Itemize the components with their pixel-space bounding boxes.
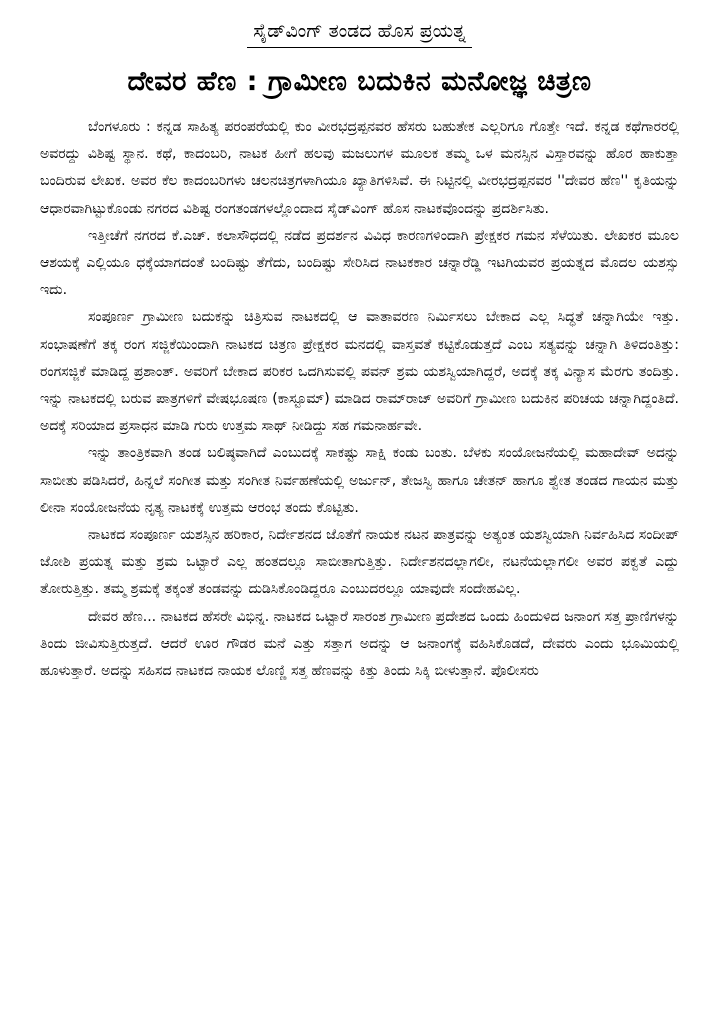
- paragraph: ಇನ್ನು ತಾಂತ್ರಿಕವಾಗಿ ತಂಡ ಬಲಿಷ್ಠವಾಗಿದೆ ಎಂಬುದಕ್ಕೆ ಸಾಕಷ್ಟು ಸಾಕ್ಷಿ ಕಂಡು ಬಂತು. ಬೆಳಕು ಸಂಯೋಜನೆಯಲ್ಲಿ ಮಹಾದೇವ್ ಅದನ್ನು ಸಾಬೀತು ಪಡಿಸಿದರೆ, ಹಿನ್ನಲೆ ಸಂಗೀತ ಮತ್ತು ಸಂಗೀತ ನಿರ್ವಹಣೆಯಲ್ಲಿ ಅರ್ಜುನ್, ತೇಜಸ್ವಿ ಹಾಗೂ ಚೇತನ್ ಹಾಗೂ ಶ್ವೇತ ತಂಡದ ಗಾಯನ ಮತ್ತು ಲೀನಾ ಸಂಯೋಜನೆಯ ನೃತ್ಯ ನಾಟಕಕ್ಕೆ ಉತ್ತಮ ಆರಂಭ ತಂದು ಕೊಟ್ಟಿತು.: [40, 445, 679, 516]
- kicker-title: ಸೈಡ್‌ವಿಂಗ್ ತಂಡದ ಹೊಸ ಪ್ರಯತ್ನ: [247, 18, 472, 48]
- article-body: [40, 114, 679, 685]
- paragraph: ನಾಟಕದ ಸಂಪೂರ್ಣ ಯಶಸ್ಸಿನ ಹರಿಕಾರ, ನಿರ್ದೇಶನದ ಜೊತೆಗೆ ನಾಯಕ ನಟನ ಪಾತ್ರವನ್ನು ಅತ್ಯಂತ ಯಶಸ್ವಿಯಾಗಿ ನಿರ್ವಹಿಸಿದ ಸಂದೀಪ್ ಜೋಶಿ ಪ್ರಯತ್ನ ಮತ್ತು ಶ್ರಮ ಒಟ್ಟಾರೆ ಎಲ್ಲ ಹಂತದಲ್ಲೂ ಸಾಬೀತಾಗುತ್ತಿತ್ತು. ನಿರ್ದೇಶನದಲ್ಲಾಗಲೀ, ನಟನೆಯಲ್ಲಾಗಲೀ ಅವರ ಪಕ್ವತೆ ಎದ್ದು ತೋರುತ್ತಿತ್ತು. ತಮ್ಮ ಶ್ರಮಕ್ಕೆ ತಕ್ಕಂತೆ ತಂಡವನ್ನು ದುಡಿಸಿಕೊಂಡಿದ್ದರೂ ಎಂಬುದರಲ್ಲೂ ಯಾವುದೇ ಸಂದೇಹವಿಲ್ಲ.: [40, 527, 679, 598]
- paragraph: ಸಂಪೂರ್ಣ ಗ್ರಾಮೀಣ ಬದುಕನ್ನು ಚಿತ್ರಿಸುವ ನಾಟಕದಲ್ಲಿ ಆ ವಾತಾವರಣ ನಿರ್ಮಿಸಲು ಬೇಕಾದ ಎಲ್ಲ ಸಿದ್ಧತೆ ಚನ್ನಾಗಿಯೇ ಇತ್ತು. ಸಂಭಾಷಣೆಗೆ ತಕ್ಕ ರಂಗ ಸಜ್ಜಿಕೆಯಿಂದಾಗಿ ನಾಟಕದ ಚಿತ್ರಣ ಪ್ರೇಕ್ಷಕರ ಮನದಲ್ಲಿ ವಾಸ್ತವತೆ ಕಟ್ಟಿಕೊಡುತ್ತದೆ ಎಂಬ ಸತ್ಯವನ್ನು ಚನ್ನಾಗಿ ತಿಳಿದಂತಿತ್ತು: ರಂಗಸಜ್ಜಿಕೆ ಮಾಡಿದ್ದ ಪ್ರಶಾಂತ್. ಅವರಿಗೆ ಬೇಕಾದ ಪರಿಕರ ಒದಗಿಸುವಲ್ಲಿ ಪವನ್ ಶ್ರಮ ಯಶಸ್ವಿಯಾಗಿದ್ದರೆ, ಅದಕ್ಕೆ ತಕ್ಕ ವಿನ್ಯಾಸ ಮೆರಗು ತಂದಿತ್ತು. ಇನ್ನು ನಾಟಕದಲ್ಲಿ ಬರುವ ಪಾತ್ರಗಳಿಗೆ ವೇಷಭೂಷಣ (ಕಾಸ್ಟೂಮ್) ಮಾಡಿದ ರಾಮ್‌ರಾಜ್ ಅವರಿಗೆ ಗ್ರಾಮೀಣ ಬದುಕಿನ ಪರಿಚಯ ಚನ್ನಾಗಿದ್ದಂತಿದೆ. ಅದಕ್ಕೆ ಸರಿಯಾದ ಪ್ರಸಾಧನ ಮಾಡಿ ಗುರು ಉತ್ತಮ ಸಾಥ್ ನೀಡಿದ್ದು ಸಹ ಗಮನಾರ್ಹವೇ.: [40, 309, 679, 435]
- article-headline: ದೇವರ ಹೆಣ : ಗ್ರಾಮೀಣ ಬದುಕಿನ ಮನೋಜ್ಞ ಚಿತ್ರಣ: [127, 66, 592, 97]
- paragraph: ದೇವರ ಹೆಣ... ನಾಟಕದ ಹೆಸರೇ ವಿಭಿನ್ನ. ನಾಟಕದ ಒಟ್ಟಾರೆ ಸಾರಂಶ ಗ್ರಾಮೀಣ ಪ್ರದೇಶದ ಒಂದು ಹಿಂದುಳಿದ ಜನಾಂಗ ಸತ್ತ ಪ್ರಾಣಿಗಳನ್ನು ತಿಂದು ಜೀವಿಸುತ್ತಿರುತ್ತದೆ. ಆದರೆ ಊರ ಗೌಡರ ಮನೆ ಎತ್ತು ಸತ್ತಾಗ ಅದನ್ನು ಆ ಜನಾಂಗಕ್ಕೆ ವಹಿಸಿಕೊಡದೆ, ದೇವರು ಎಂದು ಭೂಮಿಯಲ್ಲಿ ಹೂಳುತ್ತಾರೆ. ಅದನ್ನು ಸಹಿಸದ ನಾಟಕದ ನಾಯಕ ಲೊಣ್ಣಿ ಸತ್ತ ಹೆಣವನ್ನು ಕಿತ್ತು ತಿಂದು ಸಿಕ್ಕಿ ಬೀಳುತ್ತಾನೆ. ಪೊಲೀಸರು: [40, 608, 679, 680]
- kicker-block: [40, 18, 679, 48]
- paragraph: ಬೆಂಗಳೂರು : ಕನ್ನಡ ಸಾಹಿತ್ಯ ಪರಂಪರೆಯಲ್ಲಿ ಕುಂ ವೀರಭದ್ರಪ್ಪನವರ ಹೆಸರು ಬಹುತೇಕ ಎಲ್ಲರಿಗೂ ಗೊತ್ತೇ ಇದೆ. ಕನ್ನಡ ಕಥೆಗಾರರಲ್ಲಿ ಅವರದ್ದು ವಿಶಿಷ್ಟ ಸ್ಥಾನ. ಕಥೆ, ಕಾದಂಬರಿ, ನಾಟಕ ಹೀಗೆ ಹಲವು ಮಜಲುಗಳ ಮೂಲಕ ತಮ್ಮ ಒಳ ಮನಸ್ಸಿನ ವಿಸ್ತಾರವನ್ನು ಹೊರ ಹಾಕುತ್ತಾ ಬಂದಿರುವ ಲೇಖಕ. ಅವರ ಕೆಲ ಕಾದಂಬರಿಗಳು ಚಲನಚಿತ್ರಗಳಾಗಿಯೂ ಖ್ಯಾತಿಗಳಿಸಿವೆ. ಈ ನಿಟ್ಟಿನಲ್ಲಿ ವೀರಭದ್ರಪ್ಪನವರ ''ದೇವರ ಹೆಣ'' ಕೃತಿಯನ್ನು ಆಧಾರವಾಗಿಟ್ಟುಕೊಂಡು ನಗರದ ವಿಶಿಷ್ಟ ರಂಗತಂಡಗಳಲ್ಲೊಂದಾದ ಸೈಡ್‌ವಿಂಗ್ ಹೊಸ ನಾಟಕವೊಂದನ್ನು ಪ್ರದರ್ಶಿಸಿತು.: [40, 119, 679, 217]
- paragraph: ಇತ್ತೀಚೆಗೆ ನಗರದ ಕೆ.ಎಚ್. ಕಲಾಸೌಧದಲ್ಲಿ ನಡೆದ ಪ್ರದರ್ಶನ ವಿವಿಧ ಕಾರಣಗಳಿಂದಾಗಿ ಪ್ರೇಕ್ಷಕರ ಗಮನ ಸೆಳೆಯಿತು. ಲೇಖಕರ ಮೂಲ ಆಶಯಕ್ಕೆ ಎಲ್ಲಿಯೂ ಧಕ್ಕೆಯಾಗದಂತೆ ಬಂದಿಷ್ಟು ತೆಗೆದು, ಬಂದಿಷ್ಟು ಸೇರಿಸಿದ ನಾಟಕಕಾರ ಚನ್ನಾರೆಡ್ಡಿ ಇಟಗಿಯವರ ಪ್ರಯತ್ನದ ಮೊದಲ ಯಶಸ್ಸು ಇದು.: [40, 227, 679, 299]
